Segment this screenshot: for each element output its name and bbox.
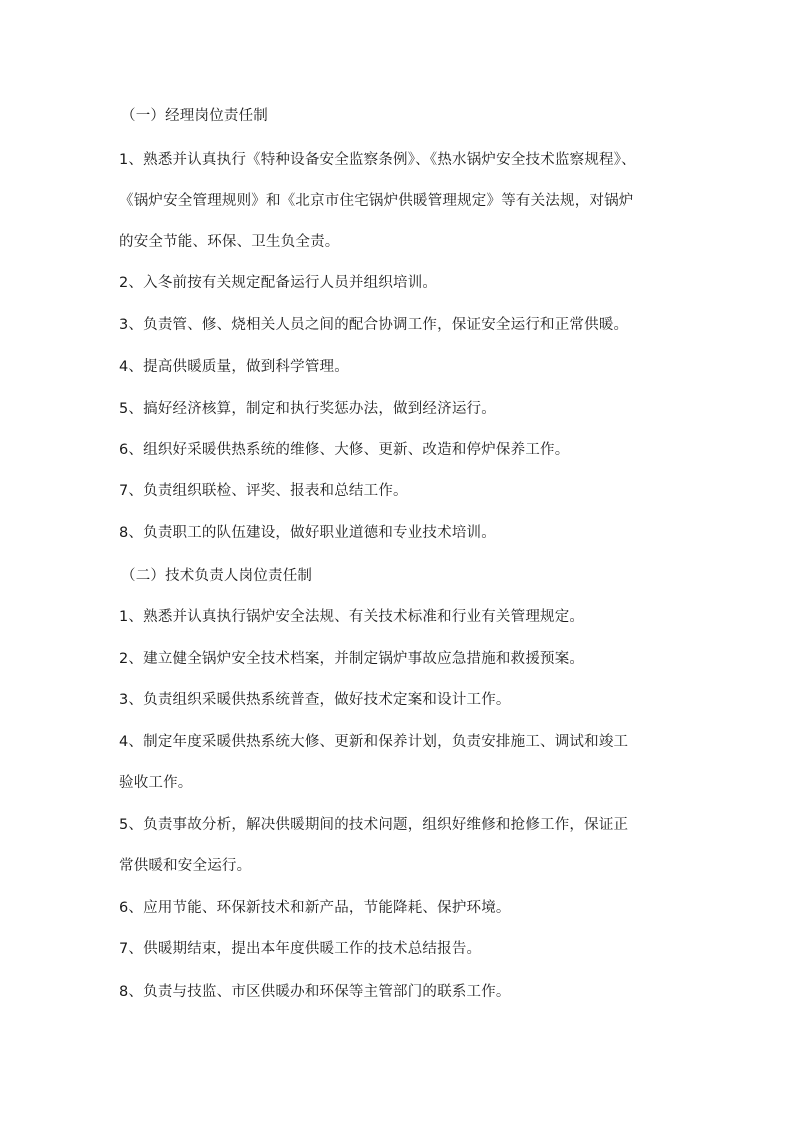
paragraph-line: 8、负责与技监、市区供暖办和环保等主管部门的联系工作。 — [119, 984, 511, 1000]
paragraph-line: 8、负责职工的队伍建设，做好职业道德和专业技术培训。 — [119, 525, 496, 541]
paragraph-line: 7、供暖期结束，提出本年度供暖工作的技术总结报告。 — [119, 941, 482, 957]
paragraph-line: 常供暖和安全运行。 — [119, 858, 252, 874]
paragraph-line: 4、制定年度采暖供热系统大修、更新和保养计划，负责安排施工、调试和竣工 — [119, 734, 629, 750]
paragraph-line: 5、搞好经济核算，制定和执行奖惩办法，做到经济运行。 — [119, 401, 496, 417]
section-heading-manager: （一）经理岗位责任制 — [121, 108, 268, 124]
paragraph-line: 2、入冬前按有关规定配备运行人员并组织培训。 — [119, 275, 438, 291]
paragraph-line: 4、提高供暖质量，做到科学管理。 — [119, 359, 349, 375]
paragraph-line: 6、组织好采暖供热系统的维修、大修、更新、改造和停炉保养工作。 — [119, 442, 570, 458]
section-heading-technical-lead: （二）技术负责人岗位责任制 — [121, 568, 313, 584]
paragraph-line: 的安全节能、环保、卫生负全责。 — [119, 234, 340, 250]
paragraph-line: 7、负责组织联检、评奖、报表和总结工作。 — [119, 483, 408, 499]
paragraph-line: 《锅炉安全管理规则》和《北京市住宅锅炉供暖管理规定》等有关法规，对锅炉 — [119, 193, 634, 209]
paragraph-line: 2、建立健全锅炉安全技术档案，并制定锅炉事故应急措施和救援预案。 — [119, 651, 585, 667]
paragraph-line: 1、熟悉并认真执行《特种设备安全监察条例》、《热水锅炉安全技术监察规程》、 — [119, 152, 636, 168]
paragraph-line: 3、负责组织采暖供热系统普查，做好技术定案和设计工作。 — [119, 692, 511, 708]
paragraph-line: 6、应用节能、环保新技术和新产品，节能降耗、保护环境。 — [119, 900, 511, 916]
paragraph-line: 3、负责管、修、烧相关人员之间的配合协调工作，保证安全运行和正常供暖。 — [119, 317, 629, 333]
paragraph-line: 5、负责事故分析，解决供暖期间的技术问题，组织好维修和抢修工作，保证正 — [119, 817, 629, 833]
paragraph-line: 验收工作。 — [119, 775, 193, 791]
paragraph-line: 1、熟悉并认真执行锅炉安全法规、有关技术标准和行业有关管理规定。 — [119, 609, 585, 625]
